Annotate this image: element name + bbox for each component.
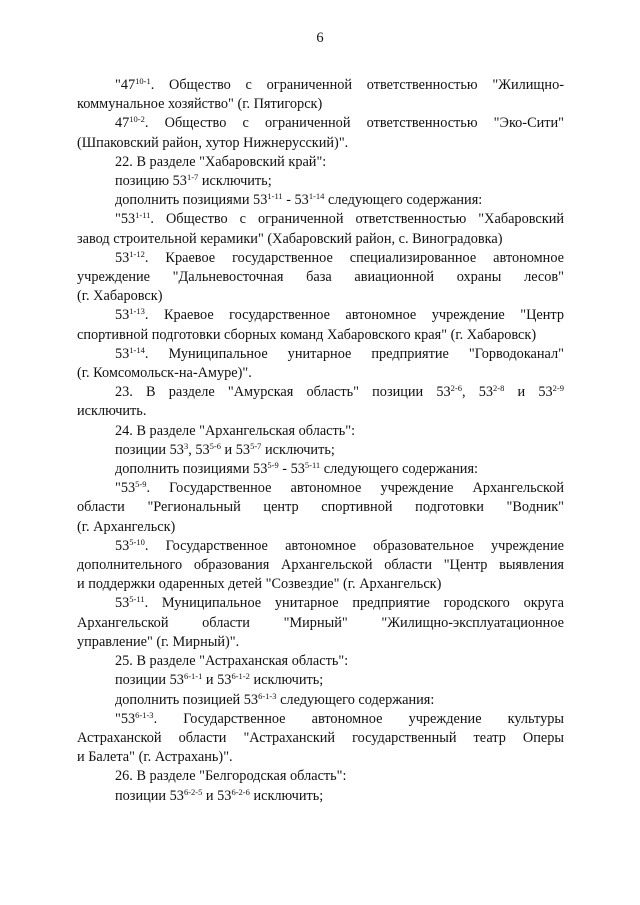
text-line: 53$^{1-13}$. Краевое государственное автономное учреждение "Центр — [115, 306, 564, 324]
paragraph-22 — [77, 153, 564, 172]
text-line: 22. В разделе "Хабаровский край": — [115, 153, 327, 170]
paragraph-47-10-2 — [77, 114, 564, 152]
text-line: "53$^{5-9}$. Государственное автономное учреждение Архангельской — [115, 479, 564, 497]
text-line: дополнительного образования Архангельской области "Центр выявления — [77, 557, 564, 574]
paragraph-24-add — [77, 460, 564, 479]
text-line: учреждение "Дальневосточная база авиационной охраны лесов" — [77, 269, 564, 286]
paragraph-25-exclude — [77, 671, 564, 690]
paragraph-53-6-1-3 — [77, 710, 564, 768]
text-line: "47$^{10-1}$. Общество с ограниченной ответственностью "Жилищно- — [115, 76, 564, 93]
text-line: позиции 53$^{6-1-1}$ и 53$^{6-1-2}$ исключить; — [115, 671, 324, 689]
text-line: и Балета" (г. Астрахань)". — [77, 749, 233, 766]
paragraph-53-5-9 — [77, 479, 564, 537]
text-line: 53$^{5-11}$. Муниципальное унитарное предприятие городского округа — [115, 594, 564, 612]
document-body — [77, 76, 564, 806]
text-line: управление" (г. Мирный)". — [77, 633, 240, 650]
text-line: позиции 53$^{6-2-5}$ и 53$^{6-2-6}$ исключить; — [115, 786, 324, 804]
text-line: и поддержки одаренных детей "Созвездие" (г. Архангельск) — [77, 576, 442, 593]
text-line: позиции $53^3$, 53$^{5-6}$ и 53$^{5-7}$ исключить; — [115, 440, 335, 458]
text-line: дополнить позицией 53$^{6-1-3}$ следующего содержания: — [115, 690, 435, 708]
text-line: 24. В разделе "Архангельская область": — [115, 422, 356, 439]
text-line: дополнить позициями 53$^{5-9}$ - 53$^{5-11}$ следующего содержания: — [115, 460, 479, 478]
text-line: Астраханской области "Астраханский государственный театр Оперы — [77, 729, 564, 746]
text-line: исключить. — [77, 403, 147, 420]
paragraph-26 — [77, 767, 564, 786]
text-line: области "Региональный центр спортивной подготовки "Водник" — [77, 499, 564, 516]
paragraph-24 — [77, 422, 564, 441]
paragraph-22-add — [77, 191, 564, 210]
text-line: 53$^{1-14}$. Муниципальное унитарное предприятие "Горводоканал" — [115, 344, 564, 362]
text-line: 25. В разделе "Астраханская область": — [115, 653, 349, 670]
paragraph-25 — [77, 652, 564, 671]
paragraph-53-1-13 — [77, 306, 564, 344]
text-line: завод строительной керамики" (Хабаровский район, с. Виноградовка) — [77, 230, 503, 247]
text-line: 26. В разделе "Белгородская область": — [115, 768, 347, 785]
paragraph-25-add — [77, 691, 564, 710]
text-line: (г. Хабаровск) — [77, 288, 163, 305]
text-line: спортивной подготовки сборных команд Хабаровского края" (г. Хабаровск) — [77, 326, 537, 343]
page-number: 6 — [316, 30, 324, 46]
paragraph-53-5-11 — [77, 594, 564, 652]
text-line: (Шпаковский район, хутор Нижнерусский)". — [77, 134, 349, 151]
text-line: позицию 53$^{1-7}$ исключить; — [115, 172, 272, 190]
text-line: Архангельской области "Мирный" "Жилищно-эксплуатационное — [77, 614, 564, 631]
text-line: 53$^{5-10}$. Государственное автономное образовательное учреждение — [115, 536, 564, 554]
paragraph-22-exclude — [77, 172, 564, 191]
text-line: "53$^{6-1-3}$. Государственное автономное учреждение культуры — [115, 709, 564, 727]
text-line: 23. В разделе "Амурская область" позиции 53$^{2-6}$, 53$^{2-8}$ и 53$^{2-9}$ — [115, 383, 564, 401]
paragraph-53-1-14 — [77, 345, 564, 383]
paragraph-24-exclude — [77, 441, 564, 460]
paragraph-23 — [77, 383, 564, 421]
text-line: 53$^{1-12}$. Краевое государственное специализированное автономное — [115, 248, 564, 266]
text-line: коммунальное хозяйство" (г. Пятигорск) — [77, 96, 323, 113]
text-line: "53$^{1-11}$. Общество с ограниченной ответственностью "Хабаровский — [115, 210, 564, 228]
text-line: 47$^{10-2}$. Общество с ограниченной ответственностью "Эко-Сити" — [115, 114, 564, 132]
paragraph-53-1-11 — [77, 210, 564, 248]
paragraph-26-exclude — [77, 787, 564, 806]
paragraph-53-1-12 — [77, 249, 564, 307]
paragraph-47-10-1 — [77, 76, 564, 114]
text-line: (г. Комсомольск-на-Амуре)". — [77, 365, 252, 382]
paragraph-53-5-10 — [77, 537, 564, 595]
text-line: дополнить позициями 53$^{1-11}$ - 53$^{1-14}$ следующего содержания: — [115, 191, 483, 209]
text-line: (г. Архангельск) — [77, 518, 176, 535]
